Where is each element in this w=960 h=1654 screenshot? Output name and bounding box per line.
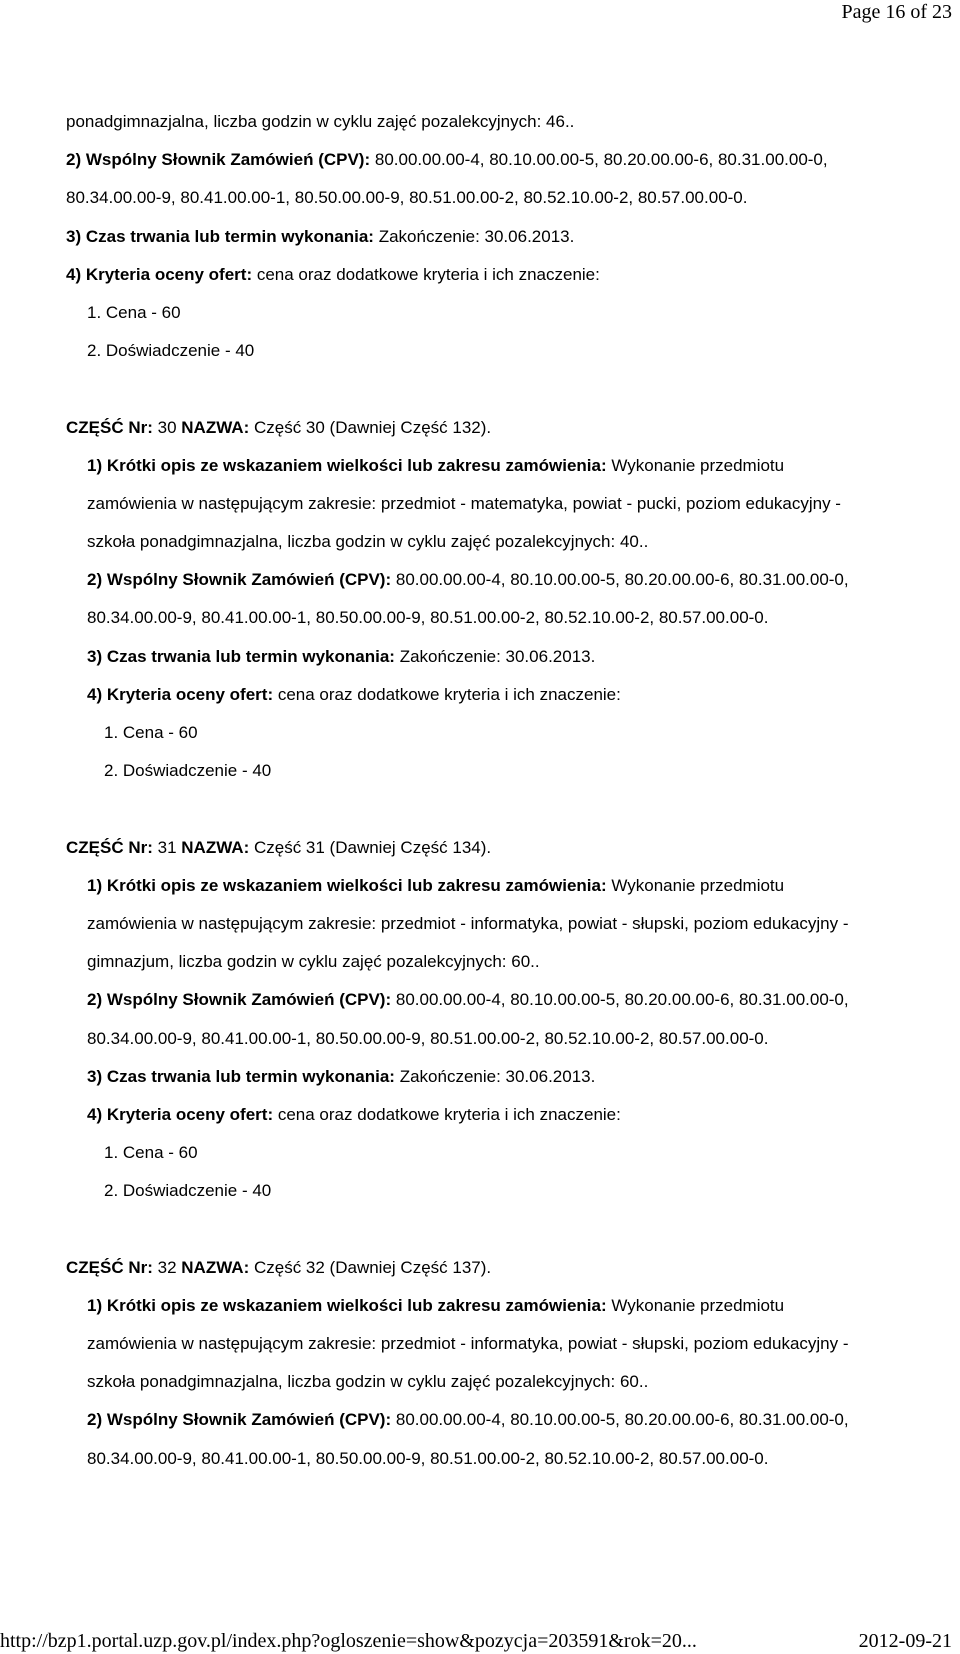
description-value: Wykonanie przedmiotu [606,875,785,895]
cpv-values: 80.00.00.00-4, 80.10.00.00-5, 80.20.00.00-6, 80.31.00.00-0, [370,150,828,170]
cpv-label: 2) Wspólny Słownik Zamówień (CPV): [87,570,392,590]
description-line [0,867,960,905]
description-continuation: zamówienia w następującym zakresie: przedmiot - informatyka, powiat - słupski, poziom edukacyjny - [87,1334,849,1353]
duration-value: Zakończenie: 30.06.2013. [373,226,575,246]
part-heading [0,409,960,447]
part-label: CZĘŚĆ Nr: [66,1257,153,1277]
criteria-line [0,256,960,294]
footer-url: http://bzp1.portal.uzp.gov.pl/index.php?ogloszenie=show&pozycja=203591&rok=20... [0,1630,697,1652]
description-label: 1) Krótki opis ze wskazaniem wielkości lub zakresu zamówienia: [87,455,607,475]
part-heading [0,1249,960,1287]
cpv-values-continuation: 80.34.00.00-9, 80.41.00.00-1, 80.50.00.00-9, 80.51.00.00-2, 80.52.10.00-2, 80.57.00.00-0. [66,188,748,208]
description-continuation: szkoła ponadgimnazjalna, liczba godzin w cyklu zajęć pozalekcyjnych: 60.. [87,1372,649,1392]
cpv-values: 80.00.00.00-4, 80.10.00.00-5, 80.20.00.00-6, 80.31.00.00-0, [391,570,849,590]
duration-label: 3) Czas trwania lub termin wykonania: [87,1066,395,1086]
name-label: NAZWA: [181,417,250,437]
description-continuation: zamówienia w następującym zakresie: przedmiot - matematyka, powiat - pucki, poziom edukacyjny - [87,493,841,513]
criteria-value: cena oraz dodatkowe kryteria i ich znaczenie: [273,1104,621,1124]
page-footer [0,1628,960,1654]
part-number: 32 [152,1257,182,1277]
part-heading [0,829,960,867]
cpv-values: 80.00.00.00-4, 80.10.00.00-5, 80.20.00.00-6, 80.31.00.00-0, [391,1410,849,1430]
duration-line [0,1058,960,1096]
cpv-values: 80.00.00.00-4, 80.10.00.00-5, 80.20.00.00-6, 80.31.00.00-0, [391,990,849,1010]
duration-value: Zakończenie: 30.06.2013. [394,1066,596,1086]
cpv-line [0,141,960,179]
criterion-experience: 2. Doświadczenie - 40 [104,1181,272,1201]
page-number: Page 16 of 23 [841,1,952,23]
criterion-price: 1. Cena - 60 [104,723,198,742]
description-label: 1) Krótki opis ze wskazaniem wielkości lub zakresu zamówienia: [87,1295,607,1315]
duration-label: 3) Czas trwania lub termin wykonania: [66,226,374,246]
criterion-experience: 2. Doświadczenie - 40 [104,761,272,781]
footer-date: 2012-09-21 [858,1630,952,1652]
part-label: CZĘŚĆ Nr: [66,417,153,437]
duration-label: 3) Czas trwania lub termin wykonania: [87,646,395,666]
description-line [0,447,960,485]
description-continuation: szkoła ponadgimnazjalna, liczba godzin w cyklu zajęć pozalekcyjnych: 40.. [87,532,649,552]
criteria-label: 4) Kryteria oceny ofert: [87,684,274,704]
cpv-line [0,561,960,599]
criteria-line [0,1096,960,1134]
criterion-price: 1. Cena - 60 [87,302,181,322]
cpv-line [0,1401,960,1439]
criteria-label: 4) Kryteria oceny ofert: [87,1104,274,1124]
criteria-line [0,676,960,714]
cpv-label: 2) Wspólny Słownik Zamówień (CPV): [87,1410,392,1430]
part-name: Część 31 (Dawniej Część 134). [249,837,492,857]
part-number: 30 [152,417,182,437]
criteria-label: 4) Kryteria oceny ofert: [66,264,253,284]
name-label: NAZWA: [181,837,250,857]
description-value: Wykonanie przedmiotu [606,455,785,475]
part-name: Część 30 (Dawniej Część 132). [249,417,492,437]
description-continuation: ponadgimnazjalna, liczba godzin w cyklu zajęć pozalekcyjnych: 46.. [66,112,575,131]
part-number: 31 [152,837,182,857]
part-label: CZĘŚĆ Nr: [66,837,153,857]
description-value: Wykonanie przedmiotu [606,1295,785,1315]
description-continuation: zamówienia w następującym zakresie: przedmiot - informatyka, powiat - słupski, poziom edukacyjny - [87,913,849,933]
description-label: 1) Krótki opis ze wskazaniem wielkości lub zakresu zamówienia: [87,875,607,895]
cpv-values-continuation: 80.34.00.00-9, 80.41.00.00-1, 80.50.00.00-9, 80.51.00.00-2, 80.52.10.00-2, 80.57.00.00-0. [87,1028,769,1048]
part-name: Część 32 (Dawniej Część 137). [249,1257,492,1277]
criteria-value: cena oraz dodatkowe kryteria i ich znaczenie: [252,264,600,284]
criteria-value: cena oraz dodatkowe kryteria i ich znaczenie: [273,684,621,704]
name-label: NAZWA: [181,1257,250,1277]
description-continuation: gimnazjum, liczba godzin w cyklu zajęć pozalekcyjnych: 60.. [87,952,540,972]
criterion-price: 1. Cena - 60 [104,1143,198,1163]
duration-line [0,218,960,256]
cpv-label: 2) Wspólny Słownik Zamówień (CPV): [66,150,371,170]
cpv-values-continuation: 80.34.00.00-9, 80.41.00.00-1, 80.50.00.00-9, 80.51.00.00-2, 80.52.10.00-2, 80.57.00.00-0. [87,608,769,628]
criterion-experience: 2. Doświadczenie - 40 [87,341,255,361]
duration-value: Zakończenie: 30.06.2013. [394,646,596,666]
cpv-label: 2) Wspólny Słownik Zamówień (CPV): [87,990,392,1010]
duration-line [0,638,960,676]
document-body [0,103,960,1478]
cpv-line [0,981,960,1019]
cpv-values-continuation: 80.34.00.00-9, 80.41.00.00-1, 80.50.00.00-9, 80.51.00.00-2, 80.52.10.00-2, 80.57.00.00-0. [87,1448,769,1468]
description-line [0,1287,960,1325]
